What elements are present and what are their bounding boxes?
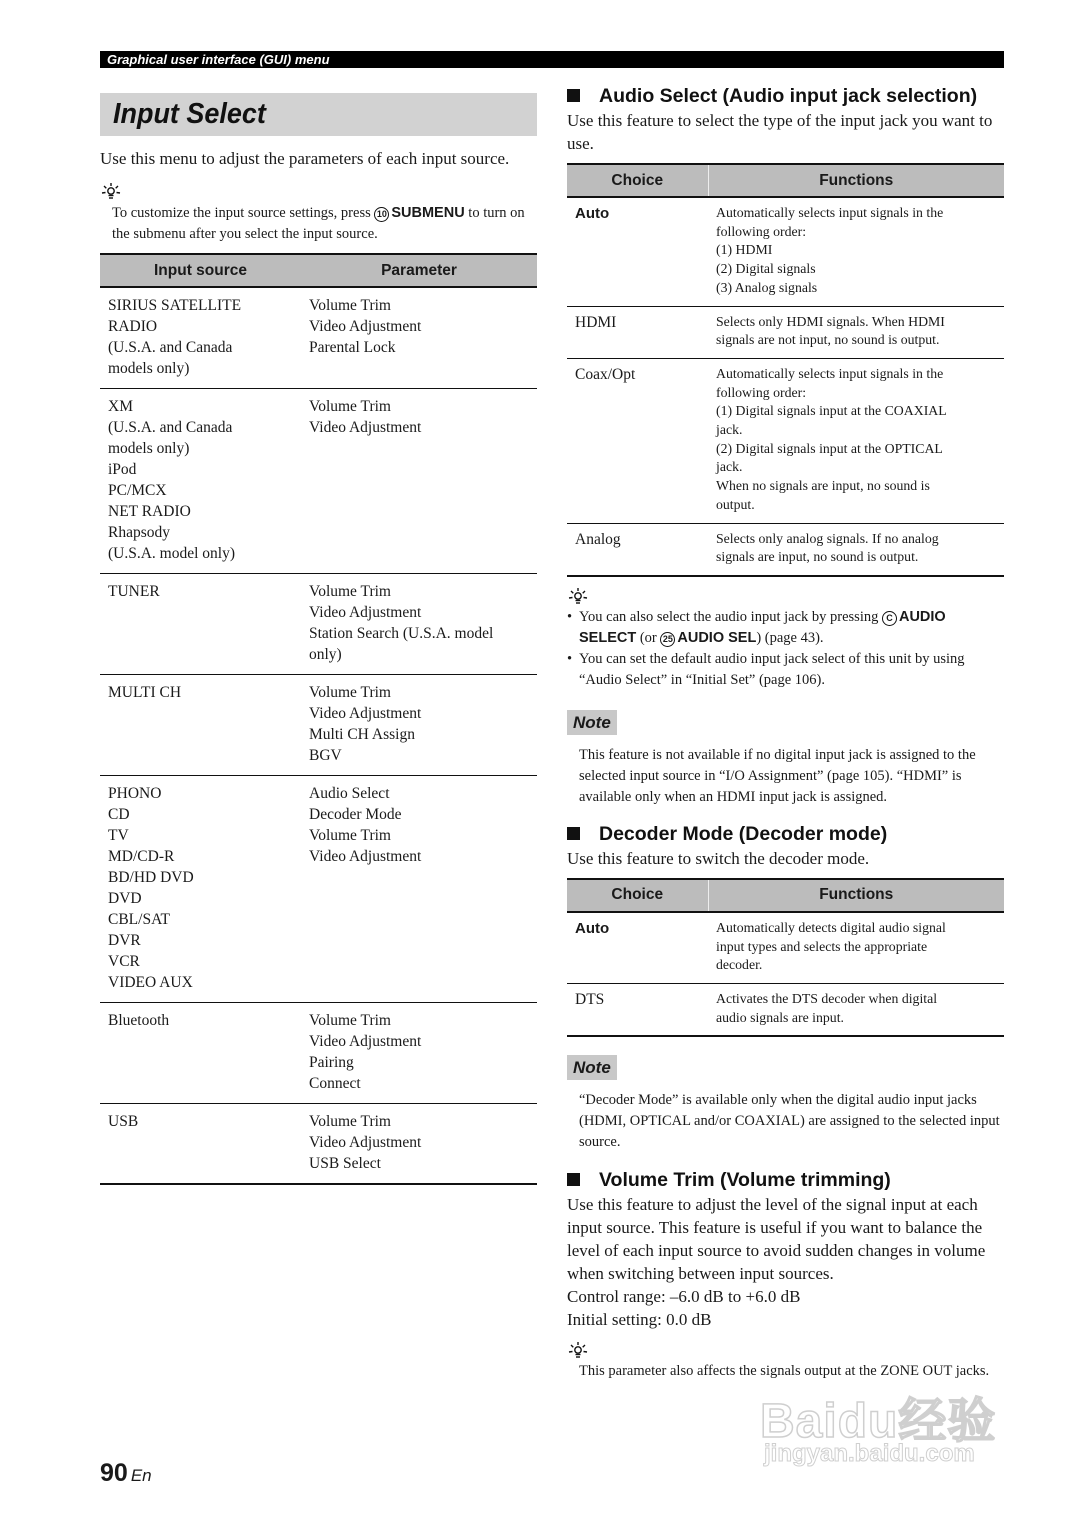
volume-trim-intro: Use this feature to adjust the level of the signal input at each input source. This feature is useful if you want to balance the level of each input source to avoid sudden changes in volume when switching between input sources.	[567, 1195, 986, 1284]
function-line: Automatically detects digital audio signal	[716, 919, 946, 935]
running-header-title: Graphical user interface (GUI) menu	[107, 52, 330, 67]
source-line: (U.S.A. model only)	[108, 545, 236, 562]
parameter-line: Volume Trim	[309, 684, 391, 701]
function-cell	[708, 358, 1004, 523]
audio-note-text: This feature is not available if no digital input jack is assigned to the selected input source in “I/O Assignment” (page 105). “HDMI” is available only when an HDMI input jack is assigned.	[579, 746, 976, 805]
input-source-table-body	[100, 287, 537, 1184]
parameter-line: Parental Lock	[309, 339, 396, 356]
parameter-cell	[301, 389, 537, 574]
function-line: output.	[716, 496, 755, 512]
parameter-line: USB Select	[309, 1155, 381, 1172]
source-line: MULTI CH	[108, 684, 182, 701]
table-row	[100, 776, 537, 1003]
function-line: following order:	[716, 223, 807, 239]
key-number-badge: 10	[374, 207, 389, 222]
source-line: models only)	[108, 360, 190, 377]
hint-bulb-icon	[100, 182, 122, 200]
table-row	[100, 1003, 537, 1104]
parameter-line: Decoder Mode	[309, 806, 402, 823]
parameter-line: Volume Trim	[309, 1012, 391, 1029]
parameter-line: Video Adjustment	[309, 318, 422, 335]
running-header	[100, 51, 1004, 68]
function-line: decoder.	[716, 957, 763, 973]
choice-cell: Analog	[567, 523, 708, 576]
function-line: (2) Digital signals input at the OPTICAL	[716, 440, 943, 456]
parameter-cell	[301, 1104, 537, 1185]
choice-cell: HDMI	[567, 306, 708, 358]
source-line: BD/HD DVD	[108, 869, 194, 886]
decoder-mode-heading	[567, 822, 1004, 846]
tip-text-after: to turn on the submenu after you select the input source.	[112, 205, 525, 242]
parameter-line: Pairing	[309, 1054, 354, 1071]
submenu-tip	[100, 203, 537, 245]
header-functions: Functions	[708, 879, 1004, 912]
source-line: TUNER	[108, 583, 160, 600]
audio-sel-key-label: AUDIO SEL	[677, 629, 757, 646]
tip1-after: ) (page 43).	[756, 629, 824, 646]
table-row	[567, 912, 1004, 984]
volume-trim-heading-text: Volume Trim (Volume trimming)	[599, 1169, 891, 1192]
function-line: When no signals are input, no sound is	[716, 478, 930, 494]
heading-square-icon	[567, 89, 580, 102]
tip1-before: You can also select the audio input jack by pressing	[579, 608, 882, 625]
function-cell	[708, 984, 1004, 1037]
input-source-cell	[100, 287, 301, 389]
function-line: Automatically selects input signals in the	[716, 205, 944, 220]
input-source-cell	[100, 574, 301, 675]
parameter-cell	[301, 675, 537, 776]
table-row	[100, 287, 537, 389]
source-line: SIRIUS SATELLITE	[108, 297, 242, 314]
source-line: Rhapsody	[108, 524, 170, 541]
source-line: NET RADIO	[108, 503, 191, 520]
source-line: DVD	[108, 890, 142, 907]
audio-key-label-a: AUDIO	[898, 608, 946, 625]
decoder-mode-table-body	[567, 912, 1004, 1037]
parameter-cell	[301, 287, 537, 389]
page-number-value: 90	[100, 1459, 128, 1487]
parameter-cell	[301, 1003, 537, 1104]
header-choice: Choice	[567, 879, 708, 912]
volume-trim-tip: This parameter also affects the signals output at the ZONE OUT jacks.	[579, 1363, 990, 1380]
function-line: (1) Digital signals input at the COAXIAL	[716, 403, 947, 419]
key-number-badge: 25	[660, 632, 675, 647]
decoder-note-text: “Decoder Mode” is available only when the digital audio input jacks (HDMI, OPTICAL and/or COAXIAL) are assigned to the selected input source.	[579, 1092, 1000, 1151]
tip1-mid: (or	[636, 629, 661, 646]
parameter-line: Volume Trim	[309, 1113, 391, 1130]
watermark-main-text: Baidu经验	[760, 1395, 997, 1448]
table-row	[100, 574, 537, 675]
parameter-line: Volume Trim	[309, 827, 391, 844]
function-line: Selects only HDMI signals. When HDMI	[716, 313, 945, 329]
input-source-cell	[100, 776, 301, 1003]
parameter-line: Video Adjustment	[309, 705, 422, 722]
header-parameter: Parameter	[301, 254, 537, 287]
function-line: following order:	[716, 384, 807, 400]
watermark-url-text: jingyan.baidu.com	[764, 1440, 975, 1467]
note-label: Note	[567, 1055, 617, 1080]
parameter-line: BGV	[309, 747, 342, 764]
decoder-mode-intro: Use this feature to switch the decoder mode.	[567, 848, 870, 868]
table-row	[567, 358, 1004, 523]
volume-trim-initial: Initial setting: 0.0 dB	[567, 1310, 712, 1330]
page-language: En	[130, 1466, 152, 1485]
parameter-line: Station Search (U.S.A. model	[309, 625, 494, 642]
audio-note-label-wrap	[567, 710, 1004, 735]
audio-select-table	[567, 163, 1004, 577]
function-cell	[708, 523, 1004, 576]
note-label: Note	[567, 710, 617, 735]
audio-select-heading	[567, 84, 1004, 108]
parameter-line: Video Adjustment	[309, 848, 422, 865]
input-source-cell	[100, 1003, 301, 1104]
parameter-line: Video Adjustment	[309, 1134, 422, 1151]
source-line: CD	[108, 806, 130, 823]
source-line: (U.S.A. and Canada	[108, 419, 233, 436]
parameter-line: Volume Trim	[309, 297, 391, 314]
source-line: RADIO	[108, 318, 158, 335]
table-row	[100, 675, 537, 776]
parameter-line: Volume Trim	[309, 583, 391, 600]
volume-trim-heading	[567, 1168, 1004, 1192]
heading-square-icon	[567, 827, 580, 840]
parameter-line: Multi CH Assign	[309, 726, 415, 743]
decoder-note-label-wrap	[567, 1055, 1004, 1080]
table-header-row	[567, 879, 1004, 912]
function-line: jack.	[716, 422, 743, 438]
input-source-table	[100, 253, 537, 1185]
decoder-mode-table	[567, 878, 1004, 1038]
choice-cell: Auto	[567, 197, 708, 306]
decoder-mode-heading-text: Decoder Mode (Decoder mode)	[599, 822, 888, 845]
parameter-line: Volume Trim	[309, 398, 391, 415]
table-row	[100, 389, 537, 574]
tip-text-before: To customize the input source settings, press	[112, 205, 375, 221]
heading-square-icon	[567, 1173, 580, 1186]
parameter-line: only)	[309, 646, 342, 663]
audio-tip-1	[567, 607, 1004, 649]
table-row	[567, 197, 1004, 306]
table-header-row	[100, 254, 537, 287]
volume-trim-range: Control range: –6.0 dB to +6.0 dB	[567, 1287, 801, 1307]
function-cell	[708, 197, 1004, 306]
parameter-line: Connect	[309, 1075, 361, 1092]
function-line: (2) Digital signals	[716, 261, 816, 277]
audio-select-heading-text: Audio Select (Audio input jack selection)	[599, 85, 978, 107]
audio-select-tips	[567, 607, 1004, 691]
right-column	[567, 84, 1004, 1382]
function-line: Automatically selects input signals in the	[716, 365, 944, 381]
function-line: signals are input, no sound is output.	[716, 549, 919, 565]
source-line: VCR	[108, 953, 140, 970]
audio-select-table-body	[567, 197, 1004, 576]
function-line: Activates the DTS decoder when digital	[716, 991, 938, 1007]
choice-cell: Auto	[567, 912, 708, 984]
function-cell	[708, 912, 1004, 984]
header-choice: Choice	[567, 164, 708, 197]
hint-bulb-icon	[567, 1341, 589, 1359]
source-line: CBL/SAT	[108, 911, 171, 928]
function-line: Selects only analog signals. If no analog	[716, 530, 939, 546]
parameter-cell	[301, 574, 537, 675]
baidu-watermark	[760, 1362, 1010, 1482]
parameter-cell	[301, 776, 537, 1003]
parameter-line: Video Adjustment	[309, 419, 422, 436]
function-line: signals are not input, no sound is output.	[716, 332, 940, 348]
function-cell	[708, 306, 1004, 358]
audio-key-label-b: SELECT	[579, 629, 637, 646]
parameter-line: Audio Select	[309, 785, 390, 802]
source-line: DVR	[108, 932, 141, 949]
table-row	[100, 1104, 537, 1185]
table-row	[567, 984, 1004, 1037]
source-line: VIDEO AUX	[108, 974, 193, 991]
header-functions: Functions	[708, 164, 1004, 197]
source-line: XM	[108, 398, 133, 415]
section-title: Input Select	[113, 98, 266, 130]
source-line: models only)	[108, 440, 190, 457]
source-line: MD/CD-R	[108, 848, 175, 865]
parameter-line: Video Adjustment	[309, 1033, 422, 1050]
function-line: (3) Analog signals	[716, 279, 818, 295]
intro-paragraph: Use this menu to adjust the parameters of each input source.	[100, 149, 510, 168]
function-line: input types and selects the appropriate	[716, 938, 928, 954]
source-line: Bluetooth	[108, 1012, 170, 1029]
input-source-cell	[100, 675, 301, 776]
table-row	[567, 523, 1004, 576]
function-line: jack.	[716, 459, 743, 475]
input-source-cell	[100, 1104, 301, 1185]
source-line: iPod	[108, 461, 137, 478]
page-number	[100, 1459, 152, 1488]
key-letter-badge: C	[882, 611, 897, 626]
left-column	[100, 93, 537, 1185]
source-line: TV	[108, 827, 129, 844]
function-line: (1) HDMI	[716, 242, 773, 258]
header-input-source: Input source	[100, 254, 301, 287]
table-header-row	[567, 164, 1004, 197]
audio-tip-2: • You can set the default audio input jack select of this unit by using “Audio Select” in “Initial Set” (page 106).	[567, 649, 1004, 691]
parameter-line: Video Adjustment	[309, 604, 422, 621]
table-row	[567, 306, 1004, 358]
function-line: audio signals are input.	[716, 1009, 844, 1025]
choice-cell: DTS	[567, 984, 708, 1037]
source-line: (U.S.A. and Canada	[108, 339, 233, 356]
source-line: PC/MCX	[108, 482, 167, 499]
source-line: PHONO	[108, 785, 162, 802]
choice-cell: Coax/Opt	[567, 358, 708, 523]
input-source-cell	[100, 389, 301, 574]
hint-bulb-icon	[567, 587, 589, 605]
section-title-box	[100, 93, 537, 136]
source-line: USB	[108, 1113, 139, 1130]
audio-select-intro: Use this feature to select the type of the input jack you want to use.	[567, 111, 993, 153]
submenu-key-label: SUBMENU	[391, 205, 465, 221]
